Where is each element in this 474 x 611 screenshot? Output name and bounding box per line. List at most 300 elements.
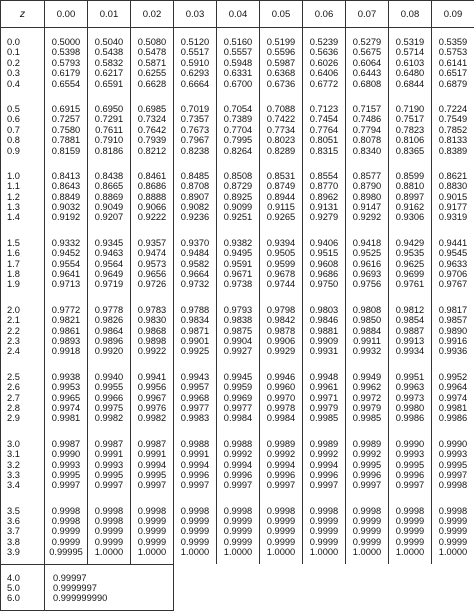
probability-value: 0.9974 (432, 393, 474, 403)
probability-value: 0.9999 (346, 537, 388, 547)
probability-value: 0.9991 (131, 449, 173, 459)
probability-value: 0.8770 (303, 181, 345, 191)
probability-value: 0.5987 (260, 58, 302, 68)
probability-value: 0.9962 (346, 382, 388, 392)
probability-value: 0.9864 (88, 326, 130, 336)
probability-value: 0.9756 (346, 279, 388, 289)
probability-value: 0.5239 (303, 37, 345, 47)
probability-cell (389, 296, 432, 363)
table-row (1, 229, 474, 296)
z-value: 0.5 (7, 104, 44, 114)
probability-value: 0.7088 (260, 104, 302, 114)
probability-value: 0.9761 (389, 279, 431, 289)
probability-cell (260, 229, 303, 296)
probability-cell (131, 95, 174, 162)
probability-value: 0.9983 (174, 413, 216, 423)
probability-value: 0.9999 (88, 537, 130, 547)
column-header: 0.08 (389, 1, 432, 28)
large-z-section (1, 564, 474, 610)
probability-value: 0.99997 (53, 573, 173, 583)
probability-cell (432, 95, 474, 162)
probability-value: 0.9999 (346, 526, 388, 536)
probability-value: 0.9999 (174, 516, 216, 526)
z-values-cell (1, 162, 45, 229)
probability-value: 0.9932 (346, 346, 388, 356)
probability-value: 0.5478 (131, 47, 173, 57)
probability-value: 0.6700 (217, 79, 259, 89)
probability-cell (174, 229, 217, 296)
probability-value: 0.9495 (217, 248, 259, 258)
probability-cell (389, 363, 432, 430)
z-value: 3.7 (7, 526, 44, 536)
probability-value: 0.6808 (346, 79, 388, 89)
probability-value: 0.9994 (131, 460, 173, 470)
probability-value: 0.9726 (131, 279, 173, 289)
probability-value: 0.9887 (389, 326, 431, 336)
probability-value: 0.9744 (260, 279, 302, 289)
probability-value: 0.9998 (389, 506, 431, 516)
probability-value: 0.8849 (45, 192, 87, 202)
probability-cell (389, 162, 432, 229)
row-group (1, 229, 474, 296)
probability-value: 0.9989 (260, 439, 302, 449)
probability-value: 0.9989 (303, 439, 345, 449)
probability-value: 0.9996 (389, 470, 431, 480)
probability-value: 0.5000 (45, 37, 87, 47)
probability-value: 0.8051 (303, 135, 345, 145)
probability-value: 0.9370 (174, 238, 216, 248)
probability-value: 0.9999 (303, 516, 345, 526)
probability-value: 0.9969 (217, 393, 259, 403)
probability-value: 0.9382 (217, 238, 259, 248)
probability-value: 0.5199 (260, 37, 302, 47)
probability-cell (45, 95, 88, 162)
probability-value: 0.9943 (174, 372, 216, 382)
probability-value: 0.7157 (346, 104, 388, 114)
probability-value: 0.9463 (88, 248, 130, 258)
probability-cell (45, 430, 88, 497)
probability-value: 0.5040 (88, 37, 130, 47)
probability-cell (174, 95, 217, 162)
probability-value: 0.9973 (389, 393, 431, 403)
row-group (1, 95, 474, 162)
z-value: 3.2 (7, 460, 44, 470)
z-value: 3.5 (7, 506, 44, 516)
probability-value: 0.9994 (303, 460, 345, 470)
probability-value: 0.6179 (45, 68, 87, 78)
probability-cell (45, 497, 88, 564)
probability-value: 0.9998 (45, 506, 87, 516)
probability-value: 0.9911 (346, 336, 388, 346)
z-value: 2.8 (7, 403, 44, 413)
probability-value: 0.9931 (303, 346, 345, 356)
probability-cell (88, 95, 131, 162)
z-value: 1.5 (7, 238, 44, 248)
probability-value: 0.9834 (174, 315, 216, 325)
probability-value: 0.7939 (131, 135, 173, 145)
probability-value: 0.9999 (389, 526, 431, 536)
z-value: 5.0 (7, 583, 44, 593)
probability-value: 0.9505 (260, 248, 302, 258)
probability-value: 0.9984 (260, 413, 302, 423)
z-value: 3.6 (7, 516, 44, 526)
table-row (1, 363, 474, 430)
probability-value: 0.9922 (131, 346, 173, 356)
probability-value: 1.0000 (303, 547, 345, 557)
z-values-cell (1, 28, 45, 95)
probability-value: 0.9999 (45, 526, 87, 536)
probability-value: 0.5319 (389, 37, 431, 47)
probability-value: 0.9998 (131, 506, 173, 516)
probability-value: 0.8621 (432, 171, 474, 181)
probability-value: 0.9564 (88, 259, 130, 269)
probability-cell (260, 363, 303, 430)
probability-value: 0.8665 (88, 181, 130, 191)
table-row (1, 28, 474, 95)
probability-value: 0.7549 (432, 114, 474, 124)
probability-value: 0.9995 (131, 470, 173, 480)
z-value: 2.2 (7, 326, 44, 336)
probability-cell (389, 430, 432, 497)
probability-value: 0.6293 (174, 68, 216, 78)
probability-value: 0.9993 (432, 449, 474, 459)
probability-value: 0.9484 (174, 248, 216, 258)
probability-value: 0.8869 (88, 192, 130, 202)
probability-value: 0.8413 (45, 171, 87, 181)
probability-value: 0.9582 (174, 259, 216, 269)
probability-value: 0.8389 (432, 146, 474, 156)
probability-value: 0.9871 (174, 326, 216, 336)
probability-value: 0.9972 (346, 393, 388, 403)
probability-cell (131, 28, 174, 95)
z-column-header: z (1, 1, 45, 28)
probability-value: 0.7486 (346, 114, 388, 124)
probability-cell (346, 28, 389, 95)
probability-cell (217, 95, 260, 162)
probability-cell (432, 229, 474, 296)
probability-value: 0.9429 (389, 238, 431, 248)
probability-value: 0.9357 (131, 238, 173, 248)
probability-value: 0.9999 (432, 516, 474, 526)
probability-value: 0.7054 (217, 104, 259, 114)
probability-value: 0.9955 (88, 382, 130, 392)
probability-value: 0.9265 (260, 212, 302, 222)
probability-value: 0.9641 (45, 269, 87, 279)
column-header: 0.07 (346, 1, 389, 28)
z-value: 0.3 (7, 68, 44, 78)
probability-value: 0.9292 (346, 212, 388, 222)
probability-value: 0.6443 (346, 68, 388, 78)
probability-value: 0.9032 (45, 202, 87, 212)
probability-cell (260, 162, 303, 229)
probability-value: 0.9207 (88, 212, 130, 222)
probability-value: 0.999999990 (53, 593, 173, 603)
probability-value: 0.7852 (432, 125, 474, 135)
probability-value: 0.9909 (303, 336, 345, 346)
probability-value: 0.9750 (303, 279, 345, 289)
z-value: 0.8 (7, 135, 44, 145)
probability-value: 0.9913 (389, 336, 431, 346)
probability-value: 0.9893 (45, 336, 87, 346)
probability-value: 0.9162 (389, 202, 431, 212)
probability-value: 0.9992 (346, 449, 388, 459)
probability-value: 0.8907 (174, 192, 216, 202)
probability-value: 0.5438 (88, 47, 130, 57)
probability-value: 0.6628 (131, 79, 173, 89)
z-value: 1.6 (7, 248, 44, 258)
probability-value: 0.7734 (260, 125, 302, 135)
probability-value: 0.9999 (174, 526, 216, 536)
probability-value: 0.9826 (88, 315, 130, 325)
probability-value: 0.9798 (260, 305, 302, 315)
probability-value: 0.7823 (389, 125, 431, 135)
probability-value: 0.9904 (217, 336, 259, 346)
z-value: 2.7 (7, 393, 44, 403)
probability-value: 0.9177 (432, 202, 474, 212)
probability-value: 0.9441 (432, 238, 474, 248)
probability-cell (217, 430, 260, 497)
probability-cell (432, 363, 474, 430)
probability-value: 0.9591 (217, 259, 259, 269)
probability-cell (432, 497, 474, 564)
probability-value: 0.9719 (88, 279, 130, 289)
probability-cell (88, 363, 131, 430)
probability-value: 0.9998 (432, 480, 474, 490)
column-header: 0.00 (45, 1, 88, 28)
probability-value: 0.6517 (432, 68, 474, 78)
probability-value: 0.9772 (45, 305, 87, 315)
probability-value: 0.9953 (45, 382, 87, 392)
z-values-cell (1, 430, 45, 497)
probability-value: 0.7422 (260, 114, 302, 124)
probability-value: 0.6406 (303, 68, 345, 78)
probability-value: 0.9515 (303, 248, 345, 258)
probability-value: 0.9987 (131, 439, 173, 449)
probability-value: 0.7704 (217, 125, 259, 135)
probability-cell (131, 229, 174, 296)
probability-value: 0.5832 (88, 58, 130, 68)
probability-value: 0.8106 (389, 135, 431, 145)
probability-value: 0.9995 (346, 460, 388, 470)
probability-value: 0.9996 (217, 470, 259, 480)
probability-value: 0.8749 (260, 181, 302, 191)
probability-value: 0.5910 (174, 58, 216, 68)
probability-value: 0.9976 (131, 403, 173, 413)
probability-value: 0.9783 (131, 305, 173, 315)
probability-value: 0.9901 (174, 336, 216, 346)
probability-cell (45, 162, 88, 229)
probability-value: 0.9978 (260, 403, 302, 413)
probability-value: 0.5398 (45, 47, 87, 57)
probability-cell (174, 296, 217, 363)
probability-value: 0.9881 (303, 326, 345, 336)
probability-value: 0.9977 (174, 403, 216, 413)
probability-value: 0.9998 (88, 516, 130, 526)
probability-value: 0.9998 (217, 506, 259, 516)
probability-value: 0.8944 (260, 192, 302, 202)
probability-value: 0.8962 (303, 192, 345, 202)
probability-value: 0.9982 (88, 413, 130, 423)
probability-value: 0.9738 (217, 279, 259, 289)
probability-cell (131, 363, 174, 430)
probability-value: 0.9997 (260, 480, 302, 490)
probability-value: 0.5636 (303, 47, 345, 57)
probability-value: 0.6950 (88, 104, 130, 114)
probability-value: 0.9996 (260, 470, 302, 480)
z-value: 3.3 (7, 470, 44, 480)
probability-cell (88, 162, 131, 229)
probability-value: 0.9767 (432, 279, 474, 289)
z-value: 3.0 (7, 439, 44, 449)
probability-value: 0.7454 (303, 114, 345, 124)
probability-value: 0.9418 (346, 238, 388, 248)
probability-value: 0.9999 (432, 537, 474, 547)
probability-value: 0.9997 (389, 480, 431, 490)
probability-value: 0.8289 (260, 146, 302, 156)
probability-value: 0.8238 (174, 146, 216, 156)
probability-value: 0.9778 (88, 305, 130, 315)
column-header: 0.06 (303, 1, 346, 28)
probability-value: 0.5948 (217, 58, 259, 68)
probability-value: 0.7611 (88, 125, 130, 135)
probability-cell (217, 296, 260, 363)
probability-value: 0.8531 (260, 171, 302, 181)
probability-value: 0.9406 (303, 238, 345, 248)
probability-value: 0.9985 (346, 413, 388, 423)
z-value: 3.1 (7, 449, 44, 459)
probability-value: 0.8708 (174, 181, 216, 191)
probability-value: 0.9997 (346, 480, 388, 490)
probability-cell (432, 162, 474, 229)
probability-value: 0.9938 (45, 372, 87, 382)
row-group (1, 430, 474, 497)
column-header: 0.05 (260, 1, 303, 28)
probability-value: 0.9999997 (53, 583, 173, 593)
probability-value: 0.9966 (88, 393, 130, 403)
probability-value: 0.9979 (346, 403, 388, 413)
probability-value: 0.9015 (432, 192, 474, 202)
probability-value: 1.0000 (131, 547, 173, 557)
probability-value: 0.9131 (303, 202, 345, 212)
table-row (1, 296, 474, 363)
z-value: 2.1 (7, 315, 44, 325)
probability-cell (131, 430, 174, 497)
probability-value: 0.9980 (389, 403, 431, 413)
probability-value: 1.0000 (432, 547, 474, 557)
probability-value: 0.9854 (389, 315, 431, 325)
probability-value: 0.6480 (389, 68, 431, 78)
probability-value: 0.5714 (389, 47, 431, 57)
probability-value: 0.9940 (88, 372, 130, 382)
probability-value: 0.9991 (88, 449, 130, 459)
probability-value: 0.9997 (303, 480, 345, 490)
probability-value: 0.8599 (389, 171, 431, 181)
probability-value: 0.5793 (45, 58, 87, 68)
probability-value: 0.9951 (389, 372, 431, 382)
probability-value: 0.9916 (432, 336, 474, 346)
probability-value: 0.9918 (45, 346, 87, 356)
probability-value: 0.9927 (217, 346, 259, 356)
probability-value: 0.9678 (260, 269, 302, 279)
probability-value: 0.9474 (131, 248, 173, 258)
probability-value: 0.9875 (217, 326, 259, 336)
probability-value: 0.9625 (389, 259, 431, 269)
z-value: 2.0 (7, 305, 44, 315)
probability-value: 0.9986 (432, 413, 474, 423)
probability-value: 0.6879 (432, 79, 474, 89)
probability-value: 0.9394 (260, 238, 302, 248)
probability-value: 0.6985 (131, 104, 173, 114)
z-value: 1.8 (7, 269, 44, 279)
probability-value: 0.9970 (260, 393, 302, 403)
probability-value: 0.9999 (389, 516, 431, 526)
probability-value: 0.9884 (346, 326, 388, 336)
z-value: 1.1 (7, 181, 44, 191)
probability-value: 0.9713 (45, 279, 87, 289)
probability-value: 0.6368 (260, 68, 302, 78)
probability-value: 0.9968 (174, 393, 216, 403)
probability-value: 0.9319 (432, 212, 474, 222)
z-value: 2.5 (7, 372, 44, 382)
probability-value: 0.9999 (260, 537, 302, 547)
probability-value: 0.9979 (303, 403, 345, 413)
probability-value: 0.9999 (174, 537, 216, 547)
probability-value: 0.5517 (174, 47, 216, 57)
probability-cell (88, 430, 131, 497)
probability-value: 0.6255 (131, 68, 173, 78)
z-values-cell (1, 296, 45, 363)
z-values-cell (1, 497, 45, 564)
probability-value: 0.5120 (174, 37, 216, 47)
probability-value: 0.9545 (432, 248, 474, 258)
probability-value: 0.9992 (217, 449, 259, 459)
probability-value: 0.6554 (45, 79, 87, 89)
probability-value: 1.0000 (389, 547, 431, 557)
probability-cell (260, 95, 303, 162)
probability-cell (346, 162, 389, 229)
probability-value: 0.5675 (346, 47, 388, 57)
probability-value: 0.9985 (303, 413, 345, 423)
probability-cell (303, 229, 346, 296)
probability-value: 0.9838 (217, 315, 259, 325)
probability-value: 0.9989 (346, 439, 388, 449)
probability-value: 0.9306 (389, 212, 431, 222)
probability-value: 0.9997 (131, 480, 173, 490)
probability-value: 0.8888 (131, 192, 173, 202)
probability-value: 0.9525 (346, 248, 388, 258)
probability-value: 0.5080 (131, 37, 173, 47)
probability-value: 0.9999 (303, 537, 345, 547)
probability-value: 0.6736 (260, 79, 302, 89)
probability-value: 0.9975 (88, 403, 130, 413)
probability-value: 0.9994 (174, 460, 216, 470)
probability-value: 0.9599 (260, 259, 302, 269)
probability-value: 0.8212 (131, 146, 173, 156)
z-values-cell (1, 363, 45, 430)
probability-cell (389, 28, 432, 95)
probability-value: 0.9999 (131, 537, 173, 547)
table-header (1, 1, 474, 28)
row-group (1, 363, 474, 430)
probability-cell (45, 28, 88, 95)
probability-value: 0.7995 (217, 135, 259, 145)
probability-value: 0.5557 (217, 47, 259, 57)
probability-value: 0.9999 (131, 526, 173, 536)
probability-value: 0.9999 (45, 537, 87, 547)
probability-cell (131, 497, 174, 564)
probability-value: 0.7357 (174, 114, 216, 124)
probability-cell (260, 497, 303, 564)
